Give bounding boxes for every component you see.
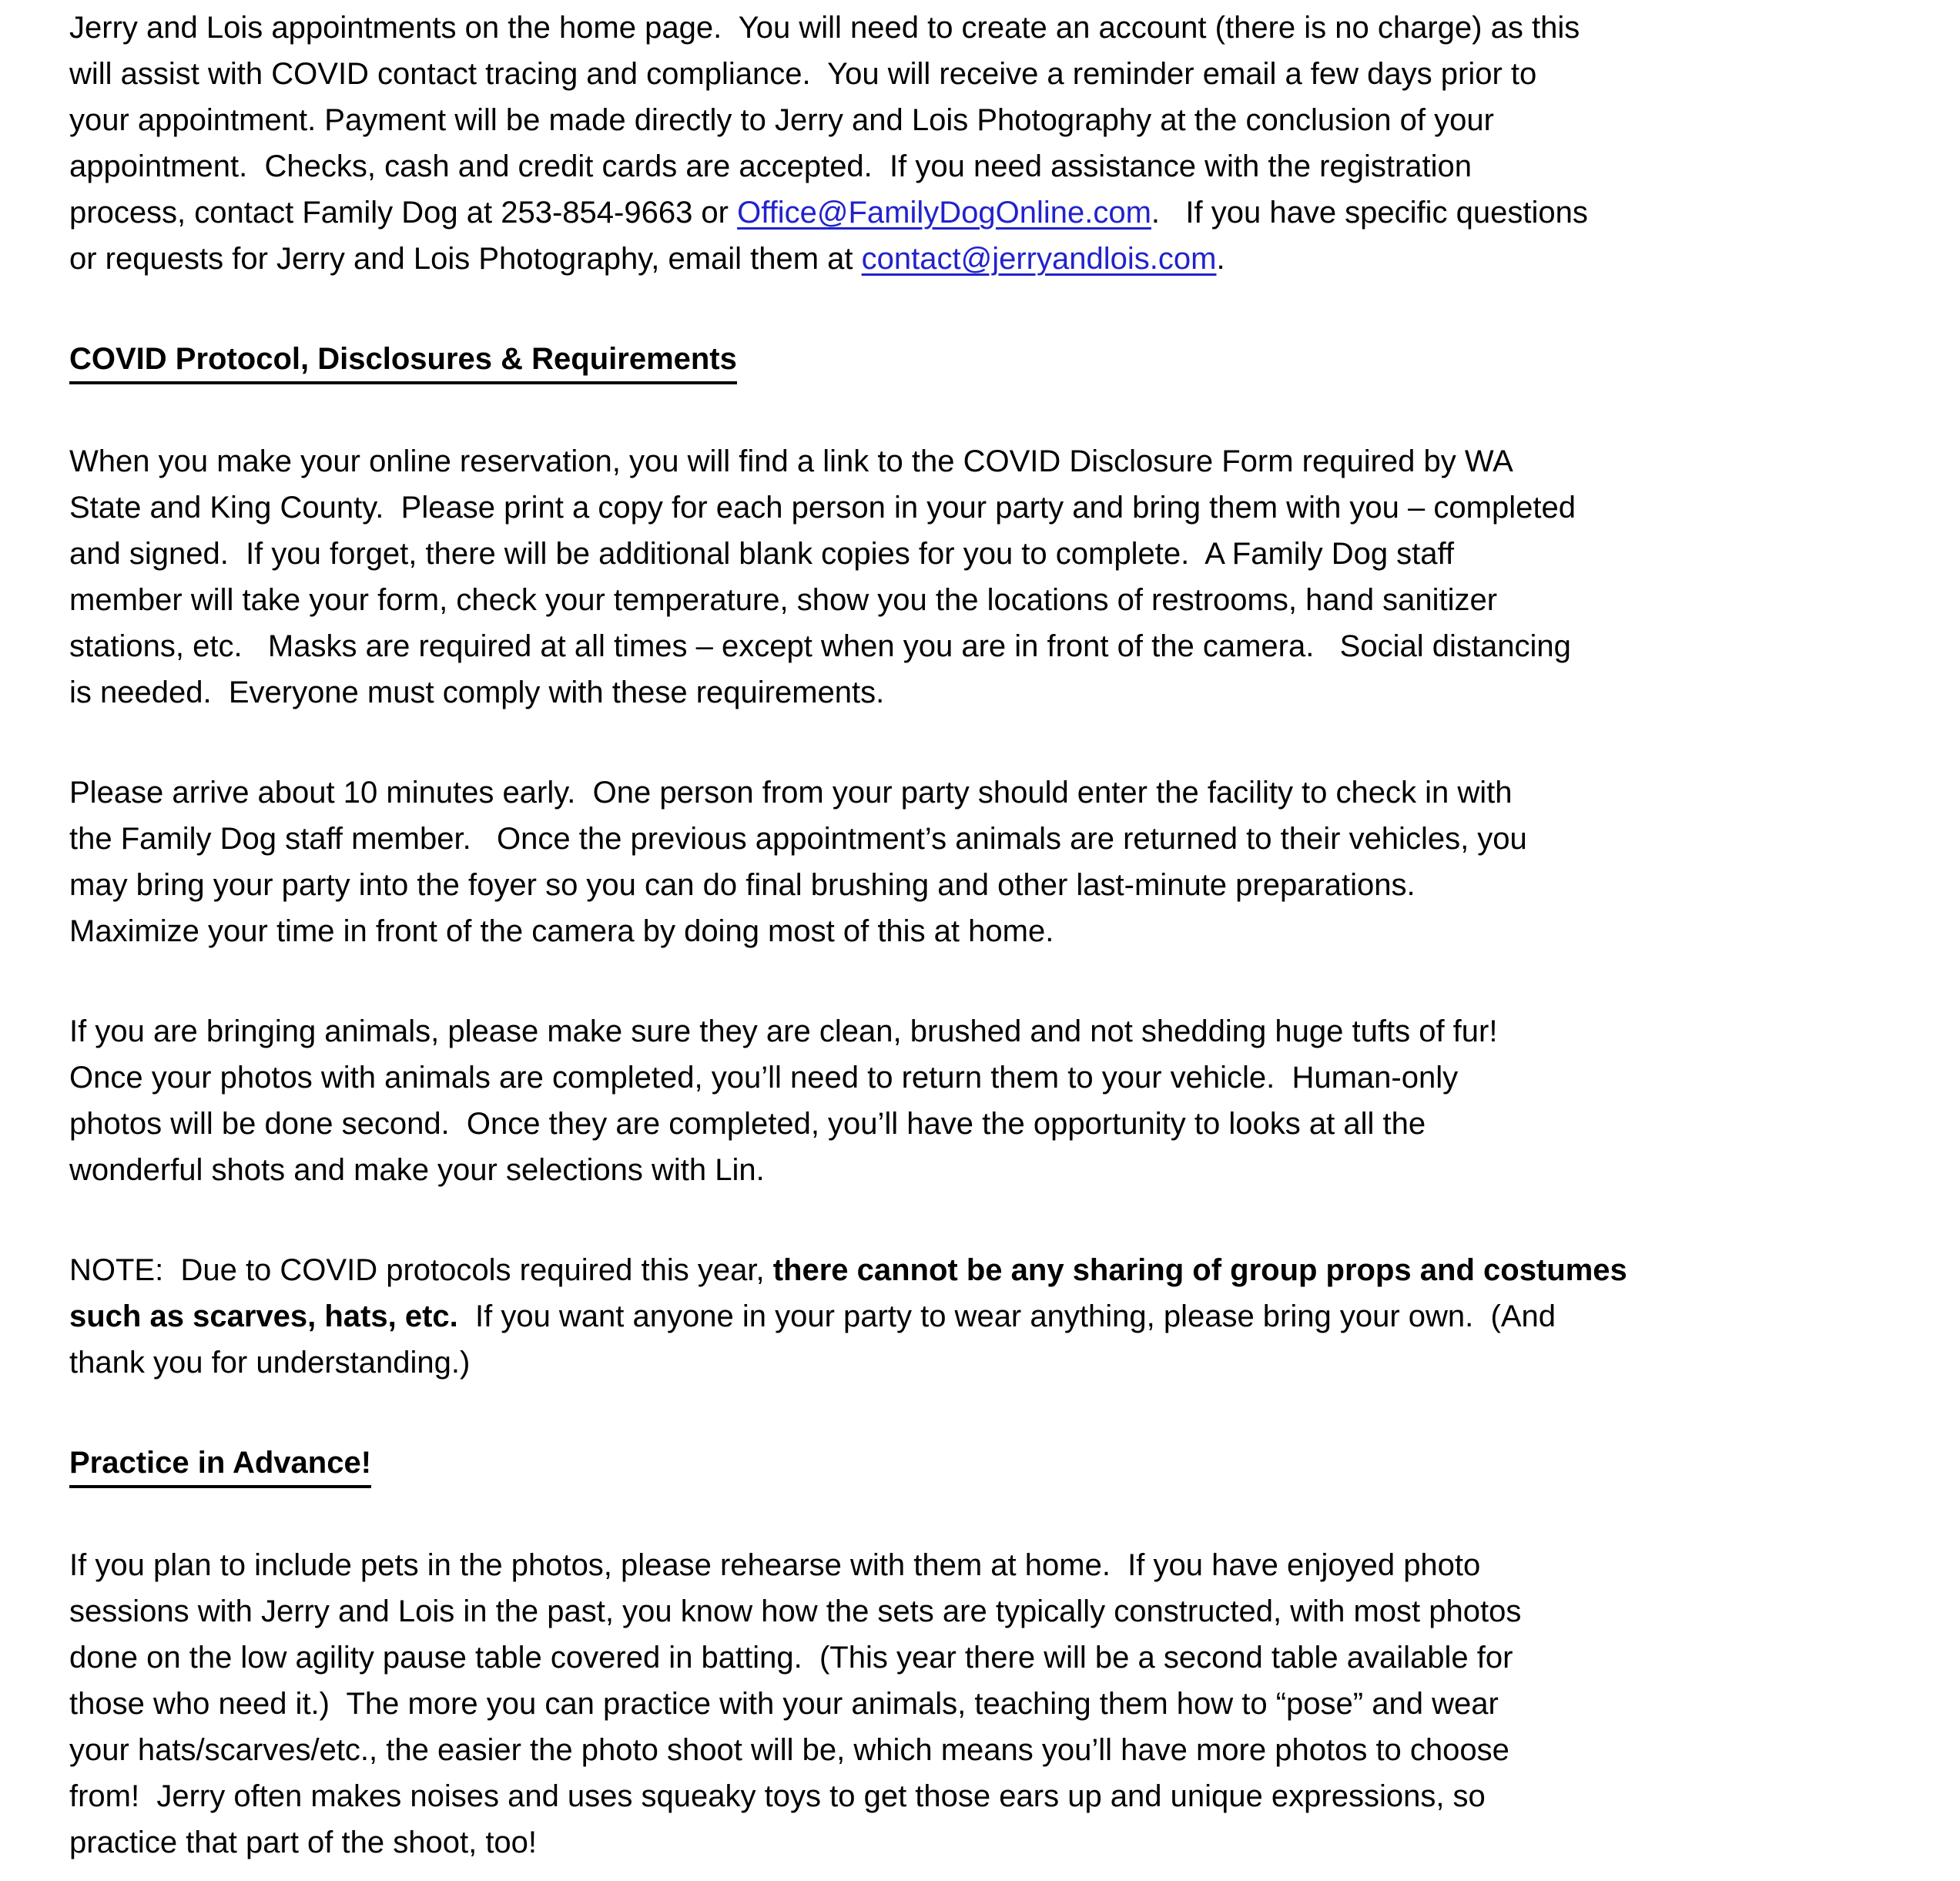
text-run: appointment. Checks, cash and credit cards are accepted. If you need assistance with the registration xyxy=(69,149,1472,183)
text-run: member will take your form, check your temperature, show you the locations of restrooms, hand sanitizer xyxy=(69,583,1498,617)
text-run: stations, etc. Masks are required at all times – except when you are in front of the camera. Social distancing xyxy=(69,629,1571,663)
text-line xyxy=(69,1819,1898,1866)
text-run: may bring your party into the foyer so you can do final brushing and other last-minute preparations. xyxy=(69,868,1416,902)
text-line xyxy=(69,1101,1898,1147)
text-line xyxy=(69,1635,1898,1681)
text-run: from! Jerry often makes noises and uses squeaky toys to get those ears up and unique expressions, so xyxy=(69,1779,1486,1813)
practice-heading xyxy=(69,1440,1898,1488)
text-line xyxy=(69,1293,1898,1340)
practice-heading-text: Practice in Advance! xyxy=(69,1442,371,1488)
text-run: photos will be done second. Once they are completed, you’ll have the opportunity to looks at all the xyxy=(69,1107,1426,1141)
text-run: your hats/scarves/etc., the easier the photo shoot will be, which means you’ll have more photos to choose xyxy=(69,1733,1509,1767)
text-line xyxy=(69,816,1898,862)
text-line xyxy=(69,1008,1898,1054)
text-run: wonderful shots and make your selections with Lin. xyxy=(69,1153,765,1187)
practice-paragraph xyxy=(69,1542,1898,1866)
text-line xyxy=(69,236,1898,282)
document-content xyxy=(69,5,1898,1866)
covid-disclosure-paragraph xyxy=(69,438,1898,716)
text-line xyxy=(69,1340,1898,1386)
text-line xyxy=(69,97,1898,143)
text-run: Maximize your time in front of the camera by doing most of this at home. xyxy=(69,914,1054,948)
note-paragraph xyxy=(69,1247,1898,1386)
text-line xyxy=(69,577,1898,623)
covid-protocol-heading xyxy=(69,336,1898,384)
text-run: sessions with Jerry and Lois in the past, you know how the sets are typically constructed, with most photos xyxy=(69,1594,1522,1628)
text-line xyxy=(69,1054,1898,1101)
contact-email-link[interactable]: contact@jerryandlois.com xyxy=(861,242,1217,276)
text-run: will assist with COVID contact tracing and compliance. You will receive a reminder email a few days prior to xyxy=(69,57,1537,91)
text-line xyxy=(69,1773,1898,1819)
text-run: Once your photos with animals are completed, you’ll need to return them to your vehicle. Human-only xyxy=(69,1061,1459,1095)
text-run: those who need it.) The more you can practice with your animals, teaching them how to “pose” and wear xyxy=(69,1687,1499,1721)
text-line xyxy=(69,1247,1898,1293)
text-line xyxy=(69,484,1898,531)
text-line xyxy=(69,623,1898,669)
text-run: your appointment. Payment will be made directly to Jerry and Lois Photography at the conclusion of your xyxy=(69,103,1494,137)
text-run: NOTE: Due to COVID protocols required this year, xyxy=(69,1253,773,1287)
bold-text-run: there cannot be any sharing of group props and costumes xyxy=(772,1253,1627,1287)
office-email-link[interactable]: Office@FamilyDogOnline.com xyxy=(737,196,1151,230)
text-line xyxy=(69,5,1898,51)
text-line xyxy=(69,438,1898,484)
text-line xyxy=(69,1588,1898,1635)
text-run: process, contact Family Dog at 253-854-9663 or xyxy=(69,196,738,230)
animals-paragraph xyxy=(69,1008,1898,1193)
text-line xyxy=(69,669,1898,716)
bold-text-run: such as scarves, hats, etc. xyxy=(69,1299,458,1333)
text-run: thank you for understanding.) xyxy=(69,1346,471,1380)
text-run: If you plan to include pets in the photos, please rehearse with them at home. If you have enjoyed photo xyxy=(69,1548,1481,1582)
text-line xyxy=(69,531,1898,577)
text-line xyxy=(69,908,1898,954)
text-run: When you make your online reservation, you will find a link to the COVID Disclosure Form required by WA xyxy=(69,444,1513,478)
text-run: Please arrive about 10 minutes early. One person from your party should enter the facility to check in with xyxy=(69,776,1513,810)
text-run: Jerry and Lois appointments on the home page. You will need to create an account (there is no charge) as this xyxy=(69,11,1580,45)
text-line xyxy=(69,189,1898,236)
text-line xyxy=(69,51,1898,97)
arrival-paragraph xyxy=(69,770,1898,954)
text-run: is needed. Everyone must comply with these requirements. xyxy=(69,676,885,709)
text-run: State and King County. Please print a copy for each person in your party and bring them with you – completed xyxy=(69,491,1576,525)
text-line xyxy=(69,1147,1898,1193)
text-line xyxy=(69,770,1898,816)
text-run: the Family Dog staff member. Once the previous appointment’s animals are returned to their vehicles, you xyxy=(69,822,1527,856)
text-run: practice that part of the shoot, too! xyxy=(69,1826,538,1859)
text-run: or requests for Jerry and Lois Photography, email them at xyxy=(69,242,862,276)
text-run: . xyxy=(1216,242,1225,276)
text-line xyxy=(69,143,1898,189)
text-line xyxy=(69,1681,1898,1727)
text-run: done on the low agility pause table covered in batting. (This year there will be a second table available for xyxy=(69,1641,1513,1675)
text-line xyxy=(69,1727,1898,1773)
text-run: . If you have specific questions xyxy=(1151,196,1588,230)
text-run: and signed. If you forget, there will be additional blank copies for you to complete. A Family Dog staff xyxy=(69,537,1455,571)
text-line xyxy=(69,1542,1898,1588)
text-run: If you are bringing animals, please make sure they are clean, brushed and not shedding huge tufts of fur! xyxy=(69,1014,1498,1048)
text-line xyxy=(69,862,1898,908)
covid-protocol-heading-text: COVID Protocol, Disclosures & Requirements xyxy=(69,338,737,384)
text-run: If you want anyone in your party to wear anything, please bring your own. (And xyxy=(457,1299,1556,1333)
intro-registration-paragraph xyxy=(69,5,1898,282)
